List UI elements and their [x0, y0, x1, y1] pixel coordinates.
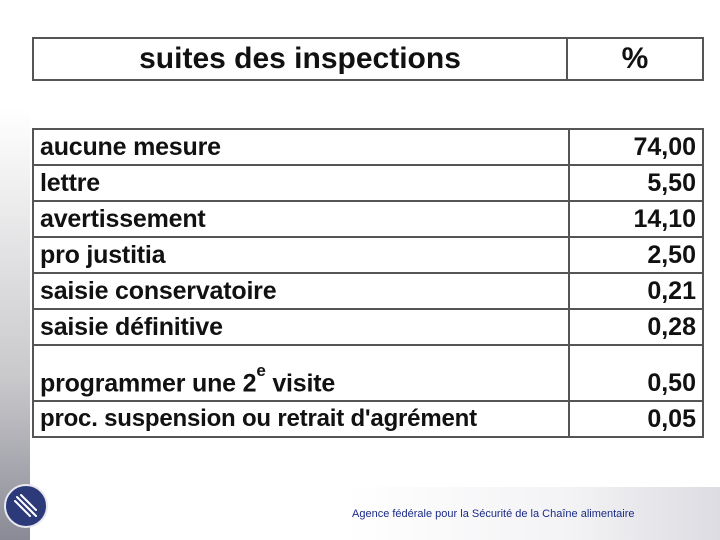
table-row	[33, 345, 703, 401]
inspection-results-table	[32, 128, 704, 438]
table-row	[33, 273, 703, 309]
row-value: 74,00	[569, 129, 703, 165]
row-value: 0,50	[569, 345, 703, 401]
row-label	[33, 345, 569, 401]
row-label: pro justitia	[33, 237, 569, 273]
row-label-superscript: e	[256, 360, 266, 380]
table-row	[33, 201, 703, 237]
row-label: saisie définitive	[33, 309, 569, 345]
header-row	[33, 38, 703, 80]
row-label: saisie conservatoire	[33, 273, 569, 309]
row-label: aucune mesure	[33, 129, 569, 165]
row-value: 0,05	[569, 401, 703, 437]
row-label: avertissement	[33, 201, 569, 237]
row-label: proc. suspension ou retrait d'agrément	[33, 401, 569, 437]
logo-fork-knife-icon	[12, 492, 40, 520]
header-table	[32, 37, 704, 81]
row-value: 14,10	[569, 201, 703, 237]
afsca-logo-icon	[4, 484, 48, 528]
row-value: 2,50	[569, 237, 703, 273]
percent-header-cell: %	[567, 38, 703, 80]
table-row	[33, 401, 703, 437]
table-row	[33, 129, 703, 165]
title-cell: suites des inspections	[33, 38, 567, 80]
row-label-suffix: visite	[265, 369, 336, 397]
row-value: 0,21	[569, 273, 703, 309]
table-row	[33, 237, 703, 273]
row-label: lettre	[33, 165, 569, 201]
row-value: 5,50	[569, 165, 703, 201]
row-value: 0,28	[569, 309, 703, 345]
row-label-prefix: programmer une 2	[40, 369, 257, 397]
left-gradient-band	[0, 0, 30, 540]
agency-name: Agence fédérale pour la Sécurité de la Chaîne alimentaire	[352, 508, 635, 520]
table-row	[33, 309, 703, 345]
table-row	[33, 165, 703, 201]
